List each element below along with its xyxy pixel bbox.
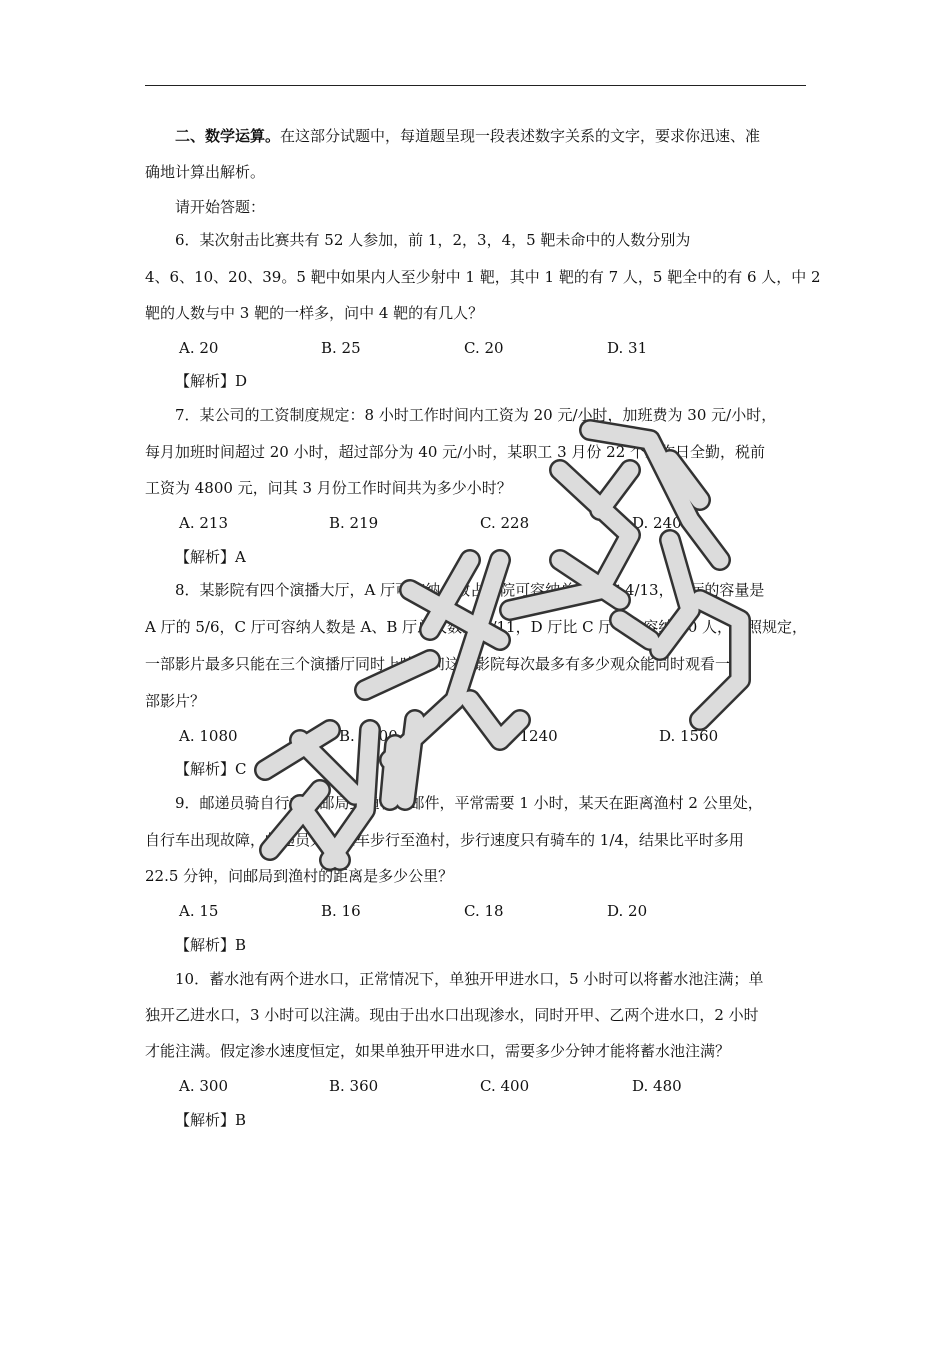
option-c: C. 18 xyxy=(464,902,504,920)
option-b: B. 1200 xyxy=(339,727,398,745)
section-heading: 二、数学运算。 xyxy=(175,127,281,145)
question-6-line-2: 4、6、10、20、39。5 靶中如果内人至少射中 1 靶，其中 1 靶的有 7 人，5 靶全中的有 6 人，中 2 xyxy=(145,268,821,286)
option-a: A. 300 xyxy=(179,1077,228,1095)
question-9-answer: 【解析】B xyxy=(175,936,247,954)
header-rule xyxy=(145,85,806,86)
start-prompt: 请开始答题： xyxy=(175,198,266,216)
question-8-line-2: A 厅的 5/6，C 厅可容纳人数是 A、B 厅总人数的 4/11，D 厅比 C 厅可多容纳 40 人，按照规定， xyxy=(145,618,808,636)
question-8-line-1: 8．某影院有四个演播大厅，A 厅可容纳人数占影院可容纳总人数的 4/13，B 厅的容量是 xyxy=(175,581,765,599)
option-a: A. 1080 xyxy=(179,727,238,745)
question-9-line-1: 9．邮递员骑自行车从邮局到渔村送邮件，平常需要 1 小时，某天在距离渔村 2 公里处， xyxy=(175,794,763,812)
question-10-line-1: 10．蓄水池有两个进水口，正常情况下，单独开甲进水口，5 小时可以将蓄水池注满；单 xyxy=(175,970,764,988)
option-d: D. 20 xyxy=(607,902,648,920)
section-intro-line2: 确地计算出解析。 xyxy=(145,163,266,181)
option-a: A. 20 xyxy=(179,339,219,357)
question-7-line-2: 每月加班时间超过 20 小时，超过部分为 40 元/小时，某职工 3 月份 22 个工作日全勤，税前 xyxy=(145,443,766,461)
question-8-line-4: 部影片？ xyxy=(145,692,206,710)
option-b: B. 360 xyxy=(329,1077,379,1095)
question-9-line-3: 22.5 分钟，问邮局到渔村的距离是多少公里？ xyxy=(145,867,454,885)
option-d: D. 1560 xyxy=(659,727,719,745)
question-6-answer: 【解析】D xyxy=(175,372,248,390)
question-7-answer: 【解析】A xyxy=(175,548,246,566)
section-intro-line1: 在这部分试题中，每道题呈现一段表述数字关系的文字，要求你迅速、准 xyxy=(280,127,761,145)
question-10-line-2: 独开乙进水口，3 小时可以注满。现由于出水口出现渗水，同时开甲、乙两个进水口，2 小时 xyxy=(145,1006,759,1024)
option-a: A. 15 xyxy=(179,902,219,920)
option-d: D. 480 xyxy=(632,1077,682,1095)
question-6-line-1: 6．某次射击比赛共有 52 人参加，前 1，2，3，4，5 靶未命中的人数分别为 xyxy=(175,231,691,249)
option-c: C. 1240 xyxy=(499,727,558,745)
option-d: D. 240 xyxy=(632,514,682,532)
option-a: A. 213 xyxy=(179,514,228,532)
option-d: D. 31 xyxy=(607,339,648,357)
option-b: B. 219 xyxy=(329,514,379,532)
option-c: C. 228 xyxy=(480,514,530,532)
option-b: B. 16 xyxy=(321,902,361,920)
question-6-line-3: 靶的人数与中 3 靶的一样多，问中 4 靶的有几人？ xyxy=(145,304,484,322)
question-10-answer: 【解析】B xyxy=(175,1111,247,1129)
option-b: B. 25 xyxy=(321,339,361,357)
question-8-answer: 【解析】C xyxy=(175,760,247,778)
question-9-line-2: 自行车出现故障，邮递员只好推车步行至渔村，步行速度只有骑车的 1/4，结果比平时多用 xyxy=(145,831,744,849)
option-c: C. 20 xyxy=(464,339,504,357)
section-intro xyxy=(175,126,760,146)
question-10-line-3: 才能注满。假定渗水速度恒定，如果单独开甲进水口，需要多少分钟才能将蓄水池注满？ xyxy=(145,1042,731,1060)
option-c: C. 400 xyxy=(480,1077,530,1095)
question-8-line-3: 一部影片最多只能在三个演播厅同时上映，问这个影院每次最多有多少观众能同时观看一 xyxy=(145,655,731,673)
question-7-line-1: 7．某公司的工资制度规定：8 小时工作时间内工资为 20 元/小时，加班费为 30 元/小时， xyxy=(175,406,777,424)
question-7-line-3: 工资为 4800 元，问其 3 月份工作时间共为多少小时？ xyxy=(145,479,512,497)
